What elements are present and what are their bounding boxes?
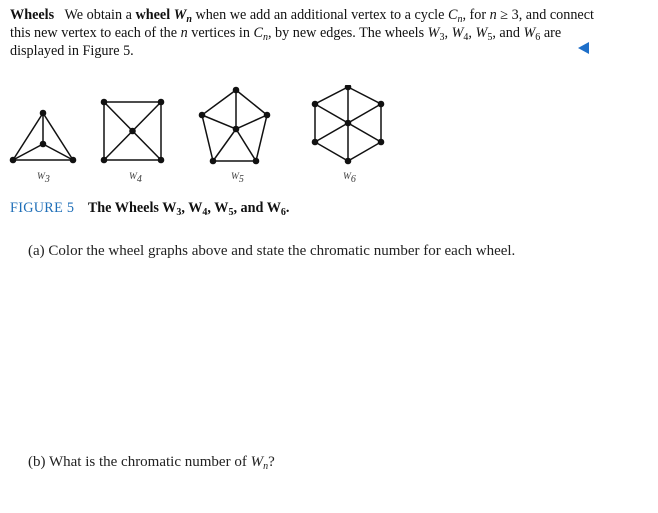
- figure-number: FIGURE 5: [10, 200, 75, 216]
- wheel-w4-label: $W_4$: [129, 172, 142, 185]
- wheel-w6-label: $W_6$: [343, 172, 356, 185]
- wheel-w3-graph: [8, 85, 78, 165]
- wheel-w4-graph: [98, 85, 168, 165]
- wheels-definition-paragraph: Wheels We obtain a wheel $W_n$ when we add an additional vertex to a cycle $C_n$, for n ≥ 3, and connect this new vertex to each of the n vertices in $C_n$, by new edges. The wheels $W_3$, $W_4$, $W_5$, and $W_6$ are displayed in Figure 5.: [10, 7, 594, 59]
- figure-caption: [10, 200, 289, 217]
- figure-caption-text: The Wheels $W_3$, $W_4$, $W_5$, and $W_6$.: [87, 200, 290, 218]
- term-wheels: Wheels: [10, 7, 55, 23]
- margin-marker-icon: [578, 42, 589, 54]
- question-a: (a) Color the wheel graphs above and state the chromatic number for each wheel.: [28, 243, 516, 259]
- wheel-w5-label: $W_5$: [231, 172, 244, 185]
- wheel-w3-label: $W_3$: [37, 172, 50, 185]
- wheel-w6-graph: [308, 85, 388, 169]
- question-b: (b) What is the chromatic number of $W_n$?: [28, 454, 275, 472]
- wheel-w5-graph: [197, 85, 277, 165]
